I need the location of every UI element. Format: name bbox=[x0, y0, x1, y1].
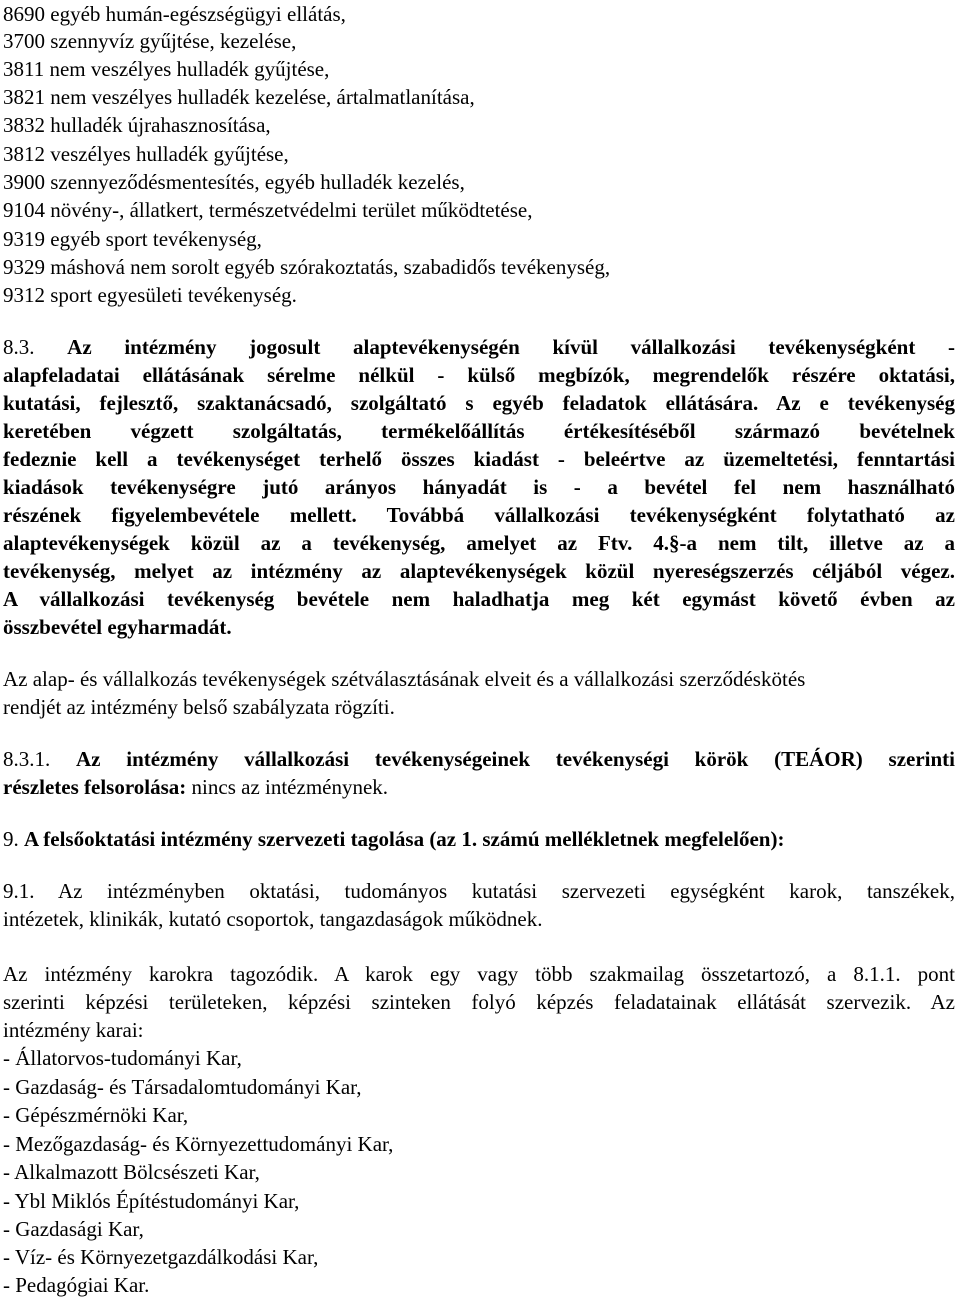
section-8-3-line-9: tevékenység, melyet az intézmény az alaptevékenységek közül nyereségszerzés céljából végez. bbox=[3, 559, 955, 583]
paragraph-line: Az intézmény karokra tagozódik. A karok egy vagy több szakmailag összetartozó, a 8.1.1. pont bbox=[3, 962, 955, 986]
list-item: 8690 egyéb humán-egészségügyi ellátás, bbox=[3, 2, 346, 26]
paragraph-line: Az alap- és vállalkozás tevékenységek szétválasztásának elveit és a vállalkozási szerződéskötés bbox=[3, 667, 806, 691]
list-item: - Állatorvos-tudományi Kar, bbox=[3, 1046, 242, 1070]
list-item: - Gazdaság- és Társadalomtudományi Kar, bbox=[3, 1075, 362, 1099]
section-number: 8.3. bbox=[3, 335, 35, 359]
list-item: 3900 szennyeződésmentesítés, egyéb hulladék kezelés, bbox=[3, 170, 465, 194]
section-9-1-line-2: intézetek, klinikák, kutató csoportok, tangazdaságok működnek. bbox=[3, 907, 543, 931]
section-8-3-line-6: kiadások tevékenységre jutó arányos hányadát is - a bevétel fel nem használható bbox=[3, 475, 955, 499]
section-9-heading: 9. A felsőoktatási intézmény szervezeti tagolása (az 1. számú mellékletnek megfelelően): bbox=[3, 827, 785, 851]
list-item: 3811 nem veszélyes hulladék gyűjtése, bbox=[3, 57, 330, 81]
section-8-3-1-line-2: részletes felsorolása: nincs az intézménynek. bbox=[3, 775, 389, 799]
list-item: - Pedagógiai Kar. bbox=[3, 1273, 150, 1297]
section-8-3-line-10: A vállalkozási tevékenység bevétele nem haladhatja meg két egymást követő évben az bbox=[3, 587, 955, 611]
section-9-1-line-1: 9.1. Az intézményben oktatási, tudományos kutatási szervezeti egységként karok, tanszékek, bbox=[3, 879, 955, 903]
section-8-3-line-5: fedeznie kell a tevékenységet terhelő összes kiadást - beleértve az üzemeltetési, fenntartási bbox=[3, 447, 955, 471]
list-item: - Gazdasági Kar, bbox=[3, 1217, 144, 1241]
section-8-3-line-3: kutatási, fejlesztő, szaktanácsadó, szolgáltató s egyéb feladatok ellátására. Az e tevékenység bbox=[3, 391, 955, 415]
list-item: 9312 sport egyesületi tevékenység. bbox=[3, 283, 297, 307]
section-8-3-line-11: összbevétel egyharmadát. bbox=[3, 615, 232, 639]
paragraph-line: intézmény karai: bbox=[3, 1018, 144, 1042]
section-8-3-line-1: 8.3. Az intézmény jogosult alaptevékenységén kívül vállalkozási tevékenységként - bbox=[3, 335, 955, 359]
list-item: - Víz- és Környezetgazdálkodási Kar, bbox=[3, 1245, 319, 1269]
list-item: 3700 szennyvíz gyűjtése, kezelése, bbox=[3, 29, 297, 53]
section-number: 9.1. bbox=[3, 879, 35, 903]
section-8-3-1-line-1: 8.3.1. Az intézmény vállalkozási tevékenységeinek tevékenységi körök (TEÁOR) szerinti bbox=[3, 747, 955, 771]
list-item: - Mezőgazdaság- és Környezettudományi Kar, bbox=[3, 1132, 394, 1156]
list-item: - Ybl Miklós Építéstudományi Kar, bbox=[3, 1189, 300, 1213]
paragraph-line: szerinti képzési területeken, képzési szinteken folyó képzés feladatainak ellátását szervezik. Az bbox=[3, 990, 955, 1014]
list-item: 3832 hulladék újrahasznosítása, bbox=[3, 113, 271, 137]
section-number: 8.3.1. bbox=[3, 747, 51, 771]
paragraph-line: rendjét az intézmény belső szabályzata rögzíti. bbox=[3, 695, 395, 719]
list-item: 9104 növény-, állatkert, természetvédelmi terület működtetése, bbox=[3, 198, 533, 222]
section-number: 9. bbox=[3, 827, 19, 851]
list-item: 9329 máshová nem sorolt egyéb szórakoztatás, szabadidős tevékenység, bbox=[3, 255, 611, 279]
section-8-3-line-7: részének figyelembevétele mellett. Továbbá vállalkozási tevékenységként folytatható az bbox=[3, 503, 955, 527]
list-item: 3812 veszélyes hulladék gyűjtése, bbox=[3, 142, 289, 166]
section-8-3-line-4: keretében végzett szolgáltatás, termékelőállítás értékesítéséből származó bevételnek bbox=[3, 419, 955, 443]
list-item: - Gépészmérnöki Kar, bbox=[3, 1103, 189, 1127]
list-item: 9319 egyéb sport tevékenység, bbox=[3, 227, 262, 251]
section-8-3-line-8: alaptevékenységek közül az a tevékenység, amelyet az Ftv. 4.§-a nem tilt, illetve az a bbox=[3, 531, 955, 555]
list-item: 3821 nem veszélyes hulladék kezelése, ártalmatlanítása, bbox=[3, 85, 475, 109]
section-8-3-line-2: alapfeladatai ellátásának sérelme nélkül - külső megbízók, megrendelők részére oktatási, bbox=[3, 363, 955, 387]
list-item: - Alkalmazott Bölcsészeti Kar, bbox=[3, 1160, 260, 1184]
